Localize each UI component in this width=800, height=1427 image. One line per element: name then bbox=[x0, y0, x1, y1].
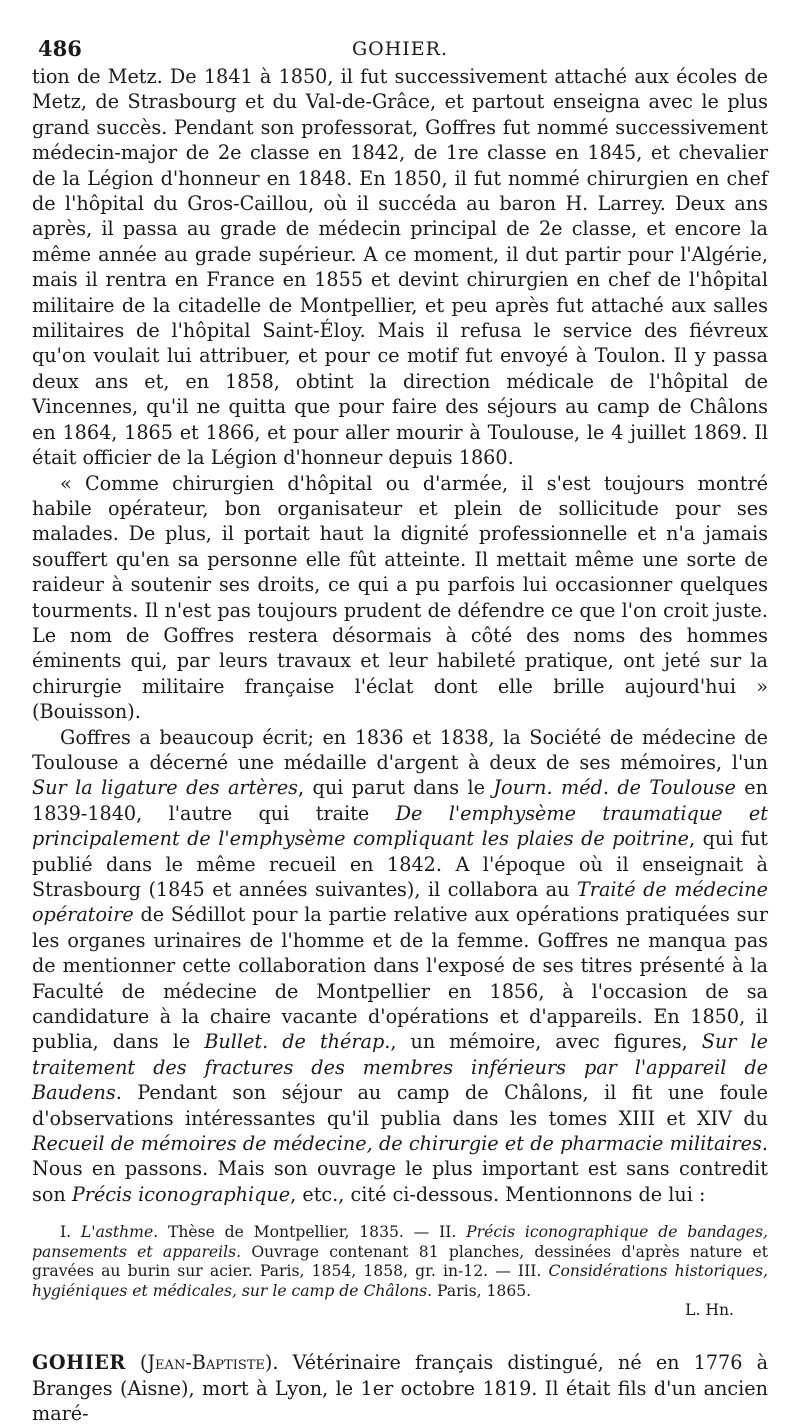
page-number: 486 bbox=[38, 36, 82, 61]
title-precis: Précis iconographique bbox=[71, 1182, 291, 1206]
journal-bullet: Bullet. de thérap. bbox=[204, 1030, 391, 1054]
entry-gohier: GOHIER (Jean-Baptiste). Vétérinaire français distingué, né en 1776 à Branges (Aisne), mort à Lyon, le 1er octobre 1819. Il était fils d'un ancien maré- bbox=[32, 1351, 769, 1426]
entry-forename: (Jean-Baptiste) bbox=[125, 1351, 273, 1375]
paragraph-career: tion de Metz. De 1841 à 1850, il fut successivement attaché aux écoles de Metz, de Strasbourg et du Val-de-Grâce, et partout enseigna avec le plus grand succès. Pendant son professorat, Goffres fut nommé successivement médecin-major de 2e classe en 1842, de 1re classe en 1845, et chevalier de la Légion d'honneur en 1848. En 1850, il fut nommé chirurgien en chef de l'hôpital du Gros-Caillou, où il succéda au baron H. Larrey. Deux ans après, il passa au grade de médecin principal de 2e classe, et encore la même année au grade supérieur. A ce moment, il dut partir pour l'Algérie, mais il rentra en France en 1855 et devint chirurgien en chef de l'hôpital militaire de la citadelle de Montpellier, et peu après fut attaché aux salles militaires de l'hôpital Saint-Éloy. Mais il refusa le service des fiévreux qu'on voulait lui attribuer, et pour ce motif fut envoyé à Toulon. Il y passa deux ans et, en 1858, obtint la direction médicale de l'hôpital de Vincennes, qu'il ne quitta que pour faire des séjours au camp de Châlons en 1864, 1865 et 1866, et pour aller mourir à Toulouse, le 4 juillet 1869. Il était officier de la Légion d'honneur depuis 1860. bbox=[32, 65, 768, 470]
entry-headword: GOHIER bbox=[32, 1351, 126, 1375]
paragraph-writings: Goffres a beaucoup écrit; en 1836 et 1838, la Société de médecine de Toulouse a décerné une médaille d'argent à deux de ses mémoires, l'un Sur la ligature des artères, qui parut dans le Journ. méd. de Toulouse en 1839-1840, l'autre qui traite De l'emphysème traumatique et principalement de l'emphysème compliquant les plaies de poitrine, qui fut publié dans le même recueil en 1842. A l'époque où il enseignait à Strasbourg (1845 et années suivantes), il collabora au Traité de médecine opératoire de Sédillot pour la partie relative aux opérations pratiquées sur les organes urinaires de l'homme et de la femme. Goffres ne manqua pas de mentionner cette collaboration dans l'exposé de ses titres présenté à la Faculté de médecine de Montpellier en 1856, à l'occasion de sa candidature à la chaire vacante d'opérations et d'appareils. En 1850, il publia, dans le Bullet. de thérap., un mémoire, avec figures, Sur le traitement des fractures des membres inférieurs par l'appareil de Baudens. Pendant son séjour au camp de Châlons, il fit une foule d'observations intéressantes qu'il publia dans les tomes XIII et XIV du Recueil de mémoires de médecine, de chirurgie et de pharmacie militaires. Nous en passons. Mais son ouvrage le plus important est sans contredit son Précis iconographique, etc., cité ci-dessous. Mentionnons de lui : bbox=[32, 725, 769, 1206]
page-header bbox=[32, 30, 768, 64]
title-recueil: Recueil de mémoires de médecine, de chirurgie et de pharmacie militaires bbox=[32, 1132, 762, 1156]
title-fractures: Sur le traitement des fractures des membres inférieurs par l'appareil de Baudens bbox=[32, 1030, 769, 1105]
journal-toulouse: Journ. méd. de Toulouse bbox=[493, 776, 736, 800]
author-signature: L. Hn. bbox=[685, 1301, 734, 1320]
bibliography: I. L'asthme. Thèse de Montpellier, 1835. — II. Précis iconographique de bandages, pansements et appareils. Ouvrage contenant 81 planches, dessinées d'après nature et gravées au burin sur acier. Paris, 1854, 1858, gr. in-12. — III. Considérations historiques, hygiéniques et médicales, sur le camp de Châlons. Paris, 1865. L. Hn. bbox=[32, 1223, 768, 1320]
title-emphyseme: De l'emphysème traumatique et principalement de l'emphysème compliquant les plaies de poitrine bbox=[32, 801, 768, 851]
paragraph-quote: « Comme chirurgien d'hôpital ou d'armée, il s'est toujours montré habile opérateur, bon organisateur et plein de sollicitude pour ses malades. De plus, il portait haut la dignité professionnelle et n'a jamais souffert qu'en sa personne elle fût atteinte. Il mettait même une sorte de raideur à soutenir ses droits, ce qui a pu parfois lui occasionner quelques tourments. Il n'est pas toujours prudent de défendre ce que l'on croit juste. Le nom de Goffres restera désormais à côté des noms des hommes éminents qui, par leurs travaux et leur habileté pratique, ont jeté sur la chirurgie militaire française l'éclat dont elle brille aujourd'hui » (Bouisson). bbox=[32, 471, 768, 724]
title-ligature: Sur la ligature des artères bbox=[32, 776, 299, 800]
page bbox=[32, 30, 768, 1427]
running-head: GOHIER. bbox=[351, 38, 449, 60]
title-traite: Traité de médecine opératoire bbox=[32, 878, 768, 927]
